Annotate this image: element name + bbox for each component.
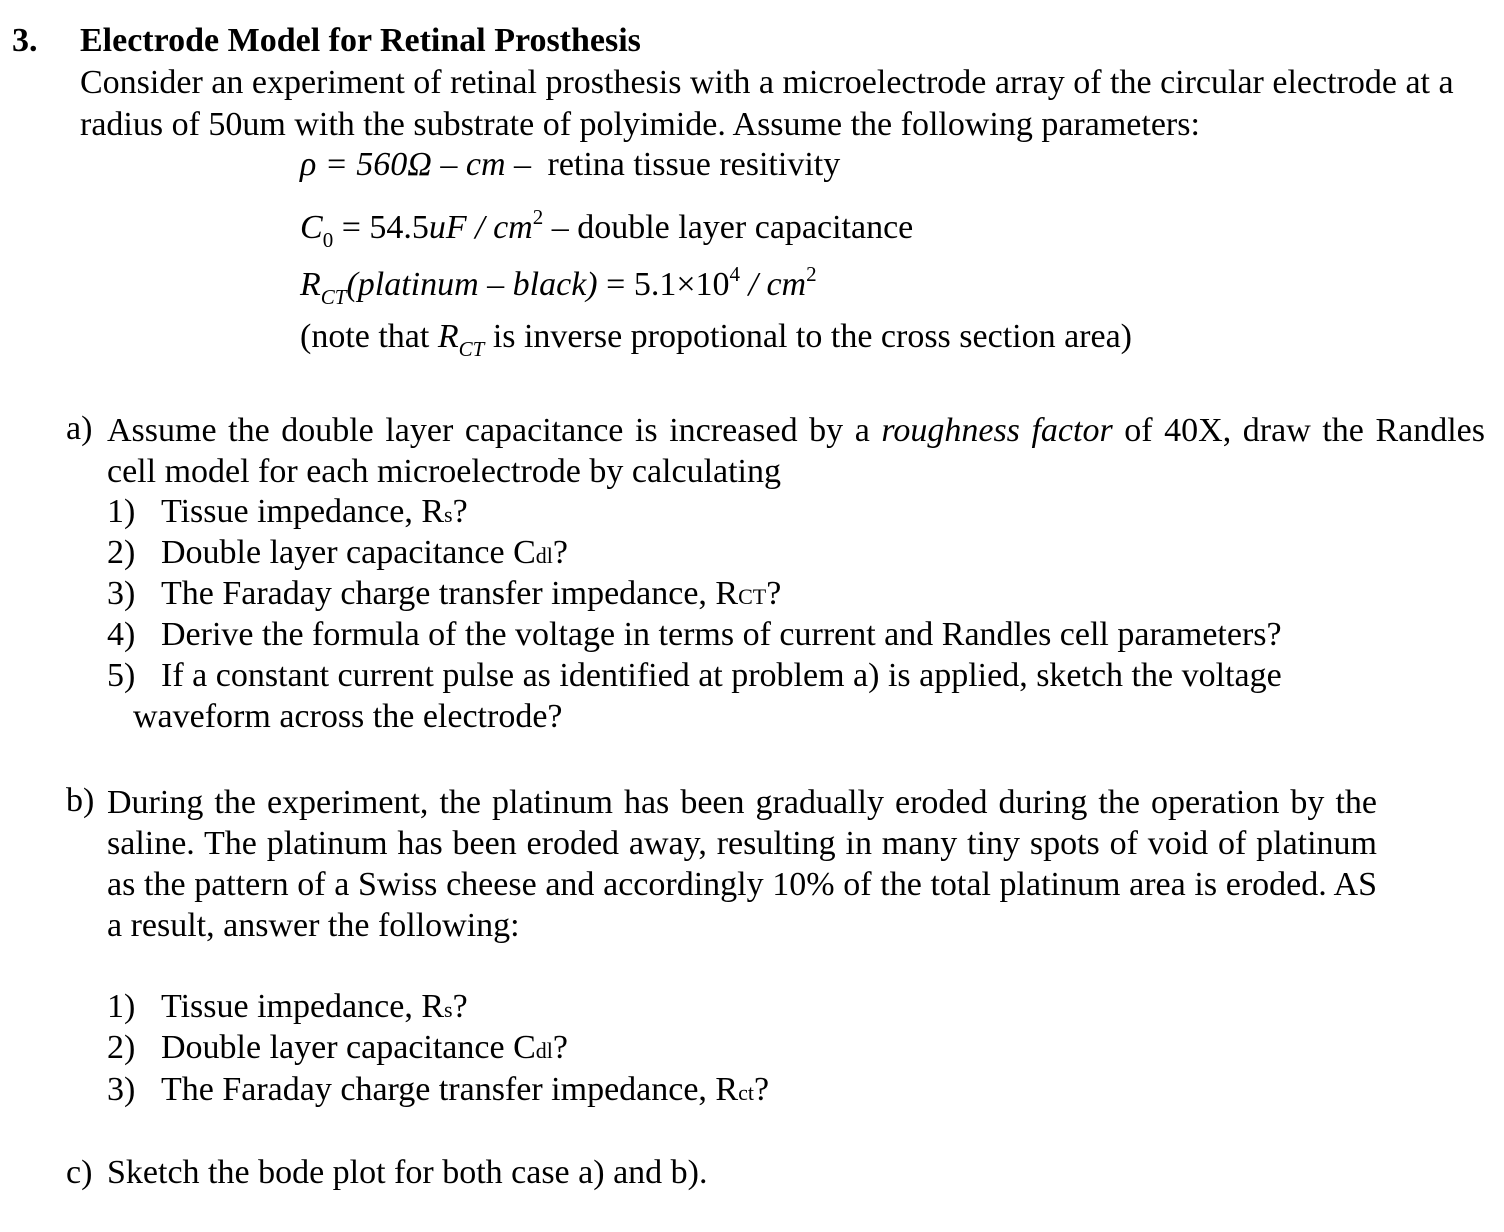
rho-description: retina tissue resitivity <box>547 146 841 183</box>
rct-material: (platinum – black) <box>346 266 598 303</box>
note-prefix: (note that <box>300 318 438 355</box>
part-b-label: b) <box>66 782 95 819</box>
note-subscript: CT <box>458 337 485 361</box>
c0-exponent: 2 <box>532 205 544 229</box>
c0-symbol: C <box>300 209 323 246</box>
problem-number: 3. <box>12 22 38 59</box>
part-a-text-pre: Assume the double layer capacitance is increased by a <box>107 412 882 449</box>
c0-subscript: 0 <box>322 228 334 252</box>
list-item: 1) Tissue impedance, Rs? <box>107 988 468 1025</box>
part-c-label: c) <box>66 1154 93 1191</box>
part-c-text: Sketch the bode plot for both case a) and b). <box>107 1154 708 1191</box>
list-item: 4) Derive the formula of the voltage in terms of current and Randles cell parameters? <box>107 616 1282 653</box>
part-a-text-emphasis: roughness factor <box>881 412 1113 449</box>
list-item: 5) If a constant current pulse as identified at problem a) is applied, sketch the voltage <box>107 657 1282 694</box>
rct-unit-exponent: 2 <box>806 262 817 286</box>
part-a-text <box>107 410 1485 492</box>
param-rct <box>300 262 817 310</box>
list-item: 1) Tissue impedance, Rs? <box>107 493 468 530</box>
c0-value: = 54.5 <box>333 209 429 246</box>
param-note <box>300 318 1132 362</box>
part-b-text: During the experiment, the platinum has been gradually eroded during the operation by the saline. The platinum has been eroded away, resulting in many tiny spots of void of platinum as the pattern of a Swiss cheese and accordingly 10% of the total platinum area is eroded. AS a result, answer the following: <box>107 784 1377 944</box>
rct-subscript: CT <box>320 285 347 309</box>
problem-title: Electrode Model for Retinal Prosthesis <box>80 22 641 59</box>
note-symbol: R <box>437 318 459 355</box>
param-rho <box>300 146 840 184</box>
rct-symbol: R <box>300 266 321 303</box>
list-item: 3) The Faraday charge transfer impedance, Rct? <box>107 1071 770 1108</box>
problem-intro: Consider an experiment of retinal prosthesis with a microelectrode array of the circular electrode at a radius of 50um with the substrate of polyimide. Assume the following parameters: <box>80 64 1454 143</box>
rho-expression: ρ = 560Ω – cm – <box>300 146 531 183</box>
note-suffix: is inverse propotional to the cross section area) <box>484 318 1133 355</box>
part-a-label: a) <box>66 410 93 447</box>
list-item: 3) The Faraday charge transfer impedance, RCT? <box>107 575 782 612</box>
list-item-continuation: waveform across the electrode? <box>133 698 563 735</box>
part-a-text-post: of 40X, draw the Randles cell model for each microelectrode by calculating <box>107 412 1485 490</box>
rct-value: = 5.1×10 <box>597 266 730 303</box>
c0-description: – double layer capacitance <box>543 209 914 246</box>
rct-unit: / cm <box>740 266 807 303</box>
param-c0 <box>300 205 913 253</box>
rct-exponent: 4 <box>729 262 740 286</box>
list-item: 2) Double layer capacitance Cdl? <box>107 1029 568 1066</box>
list-item: 2) Double layer capacitance Cdl? <box>107 534 568 571</box>
c0-unit: uF / cm <box>428 209 533 246</box>
